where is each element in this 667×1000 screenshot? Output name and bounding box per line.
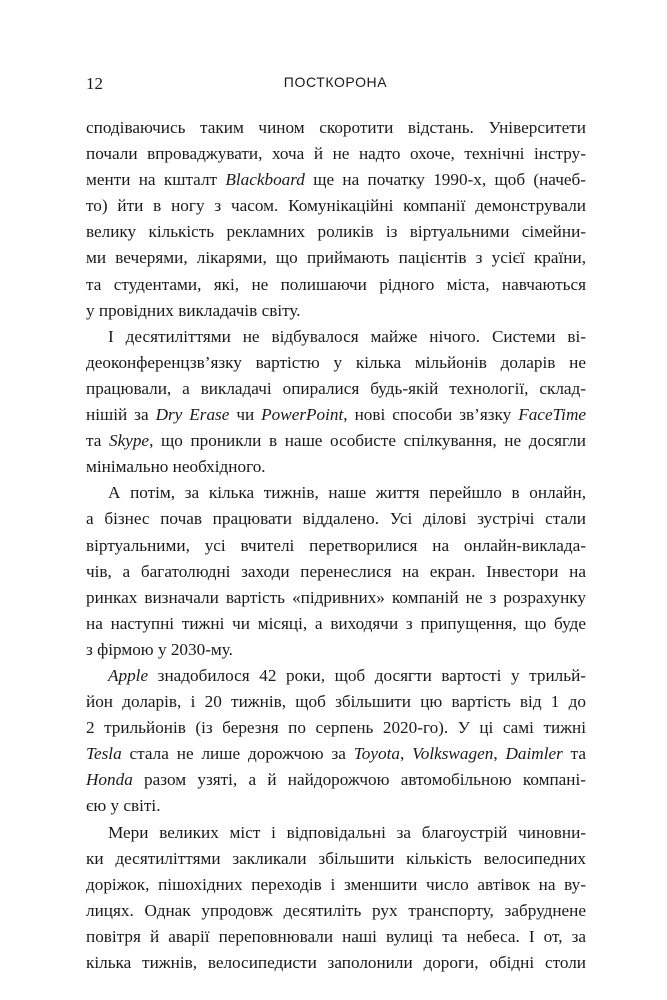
text-line	[86, 767, 586, 793]
text-segment: мінімально необхідного.	[86, 457, 266, 477]
text-segment: почали впроваджувати, хоча й не надто охоче, технічні інстру-	[86, 144, 586, 164]
text-line	[86, 298, 586, 324]
paragraph	[86, 820, 586, 977]
text-segment: у провідних викладачів світу.	[86, 300, 301, 320]
text-segment: ,	[493, 744, 506, 764]
text-line	[86, 637, 586, 663]
text-line	[86, 663, 586, 689]
text-segment: кілька тижнів, велосипедисти заполонили дороги, обідні столи	[86, 953, 586, 972]
paragraph	[86, 480, 586, 663]
text-segment: менти на кшталт	[86, 170, 226, 190]
paragraph	[86, 324, 586, 481]
text-segment: Мери великих міст і відповідальні за благоустрій чиновни-	[108, 822, 586, 842]
text-line	[86, 689, 586, 715]
text-segment: віртуальними, усі вчителі перетворилися на онлайн-виклада-	[86, 535, 586, 555]
text-line	[86, 611, 586, 637]
text-segment: та	[562, 744, 587, 764]
text-line	[86, 872, 586, 898]
text-segment: разом узяті, а й найдорожчою автомобільною компані-	[132, 770, 586, 790]
text-line	[86, 454, 586, 480]
text-segment: велику кількість рекламних роликів із віртуальними сімейни-	[86, 222, 586, 242]
text-line	[86, 950, 586, 976]
italic-text: PowerPoint	[261, 405, 344, 425]
text-line	[86, 585, 586, 611]
text-line	[86, 376, 586, 402]
paragraph	[86, 663, 586, 820]
text-line	[86, 245, 586, 271]
text-line	[86, 324, 586, 350]
text-line	[86, 793, 586, 819]
text-segment: ринках визначали вартість «підривних» компаній не з розрахунку	[86, 587, 586, 607]
text-line	[86, 741, 586, 767]
text-line	[86, 141, 586, 167]
italic-text: Toyota	[353, 744, 400, 764]
text-line	[86, 480, 586, 506]
text-line	[86, 533, 586, 559]
running-title: ПОСТКОРОНА	[283, 74, 388, 90]
text-segment: чів, а багатолюдні заходи перенеслися на екран. Інвестори на	[86, 561, 586, 581]
italic-text: Dry Erase	[155, 405, 230, 425]
italic-text: Volkswagen	[412, 744, 494, 764]
text-segment: на наступні тижні чи місяці, а виходячи з припущення, що буде	[86, 613, 586, 633]
text-line	[86, 898, 586, 924]
text-line	[86, 428, 586, 454]
italic-text: Daimler	[505, 744, 563, 764]
text-segment: сподіваючись таким чином скоротити відстань. Університети	[86, 118, 586, 137]
page-number: 12	[86, 74, 103, 93]
text-segment: І десятиліттями не відбувалося майже нічого. Системи ві-	[108, 326, 586, 346]
text-segment: нішій за	[86, 405, 156, 425]
body-text	[86, 115, 586, 976]
text-line	[86, 924, 586, 950]
text-segment: та студентами, які, не полишаючи рідного міста, навчаються	[86, 274, 586, 294]
text-segment: єю у світі.	[86, 796, 161, 816]
text-segment: 2 трильйонів (із березня по серпень 2020-го). У ці самі тижні	[86, 718, 586, 738]
text-line	[86, 402, 586, 428]
text-segment: чи	[229, 405, 262, 425]
text-line	[86, 115, 586, 141]
text-segment: ,	[399, 744, 413, 764]
text-line	[86, 272, 586, 298]
text-segment: ще на початку 1990-х, щоб (начеб-	[304, 170, 586, 190]
text-segment: ми вечерями, лікарями, що приймають пацієнтів з усієї країни,	[86, 248, 586, 268]
italic-text: FaceTime	[518, 405, 586, 425]
text-line	[86, 846, 586, 872]
text-segment: повітря й аварії переповнювали наші вулиці та небеса. І от, за	[86, 926, 586, 946]
italic-text: Blackboard	[225, 170, 305, 190]
page-header	[86, 74, 585, 94]
italic-text: Skype	[108, 431, 150, 451]
italic-text: Honda	[86, 770, 133, 790]
text-line	[86, 167, 586, 193]
italic-text: Tesla	[86, 744, 122, 764]
text-segment: стала не лише дорожчою за	[121, 744, 354, 764]
text-segment: йон доларів, і 20 тижнів, щоб збільшити цю вартість від 1 до	[86, 692, 586, 712]
italic-text: Apple	[108, 665, 149, 685]
paragraph	[86, 115, 586, 324]
text-segment: знадобилося 42 роки, щоб досягти вартості у трильй-	[148, 665, 586, 685]
text-line	[86, 820, 586, 846]
text-segment: ки десятиліттями закликали збільшити кількість велосипедних	[86, 848, 586, 868]
text-segment: то) йти в ногу з часом. Комунікаційні компанії демонстрували	[86, 196, 586, 216]
text-segment: деоконференцзв’язку вартістю у кілька мільйонів доларів не	[86, 352, 586, 372]
text-segment: працювали, а викладачі опиралися будь-якій технології, склад-	[86, 378, 586, 398]
text-line	[86, 559, 586, 585]
text-segment: А потім, за кілька тижнів, наше життя перейшло в онлайн,	[108, 483, 586, 503]
text-line	[86, 219, 586, 245]
text-segment: , що проникли в наше особисте спілкування, не досягли	[149, 431, 586, 451]
text-line	[86, 350, 586, 376]
text-line	[86, 715, 586, 741]
text-segment: та	[86, 431, 109, 451]
text-line	[86, 506, 586, 532]
text-segment: з фірмою у 2030-му.	[86, 639, 233, 659]
text-segment: лицях. Однак упродовж десятиліть рух транспорту, забруднене	[86, 900, 586, 920]
text-segment: доріжок, пішохідних переходів і зменшити число автівок на ву-	[86, 874, 586, 894]
text-line	[86, 193, 586, 219]
text-segment: , нові способи зв’язку	[343, 405, 519, 425]
text-segment: а бізнес почав працювати віддалено. Усі ділові зустрічі стали	[86, 509, 586, 529]
